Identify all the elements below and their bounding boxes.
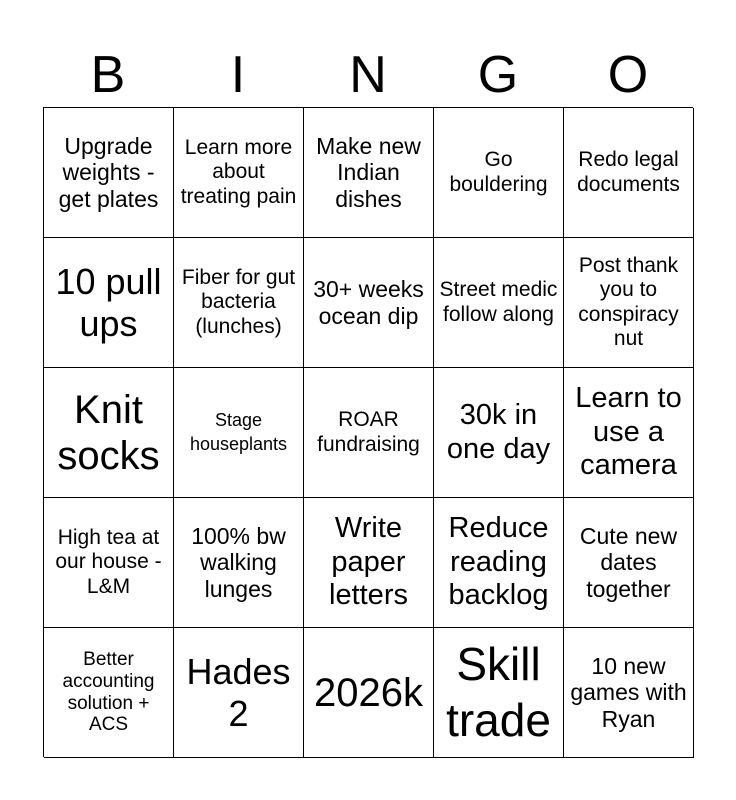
bingo-cell[interactable]: ROAR fundraising <box>304 368 434 498</box>
bingo-header <box>43 42 693 108</box>
header-letter-g: G <box>477 46 519 104</box>
bingo-cell[interactable]: Upgrade weights - get plates <box>44 108 174 238</box>
bingo-cell[interactable]: 10 new games with Ryan <box>564 628 694 758</box>
bingo-cell[interactable]: Reduce reading backlog <box>434 498 564 628</box>
bingo-cell[interactable]: Street medic follow along <box>434 238 564 368</box>
header-letter-i: I <box>230 46 246 104</box>
bingo-cell[interactable]: 100% bw walking lunges <box>174 498 304 628</box>
bingo-cell[interactable]: Learn to use a camera <box>564 368 694 498</box>
header-letter-o: O <box>607 46 649 104</box>
bingo-cell[interactable]: Redo legal documents <box>564 108 694 238</box>
bingo-cell[interactable]: Hades 2 <box>174 628 304 758</box>
bingo-cell[interactable]: Post thank you to conspiracy nut <box>564 238 694 368</box>
bingo-cell[interactable]: High tea at our house - L&M <box>44 498 174 628</box>
bingo-cell[interactable]: Fiber for gut bacteria (lunches) <box>174 238 304 368</box>
bingo-cell[interactable]: 10 pull ups <box>44 238 174 368</box>
bingo-cell[interactable]: 30+ weeks ocean dip <box>304 238 434 368</box>
bingo-cell[interactable]: Better accounting solution + ACS <box>44 628 174 758</box>
bingo-cell[interactable]: Make new Indian dishes <box>304 108 434 238</box>
bingo-cell[interactable]: Learn more about treating pain <box>174 108 304 238</box>
bingo-cell[interactable]: Cute new dates together <box>564 498 694 628</box>
bingo-cell[interactable]: 30k in one day <box>434 368 564 498</box>
bingo-cell[interactable]: Write paper letters <box>304 498 434 628</box>
bingo-cell[interactable]: 2026k <box>304 628 434 758</box>
bingo-cell[interactable]: Knit socks <box>44 368 174 498</box>
header-letter-n: N <box>349 46 387 104</box>
bingo-cell[interactable]: Skill trade <box>434 628 564 758</box>
bingo-cell[interactable]: Go bouldering <box>434 108 564 238</box>
bingo-board <box>43 107 693 757</box>
bingo-cell[interactable]: Stage houseplants <box>174 368 304 498</box>
header-letter-b: B <box>90 46 126 104</box>
